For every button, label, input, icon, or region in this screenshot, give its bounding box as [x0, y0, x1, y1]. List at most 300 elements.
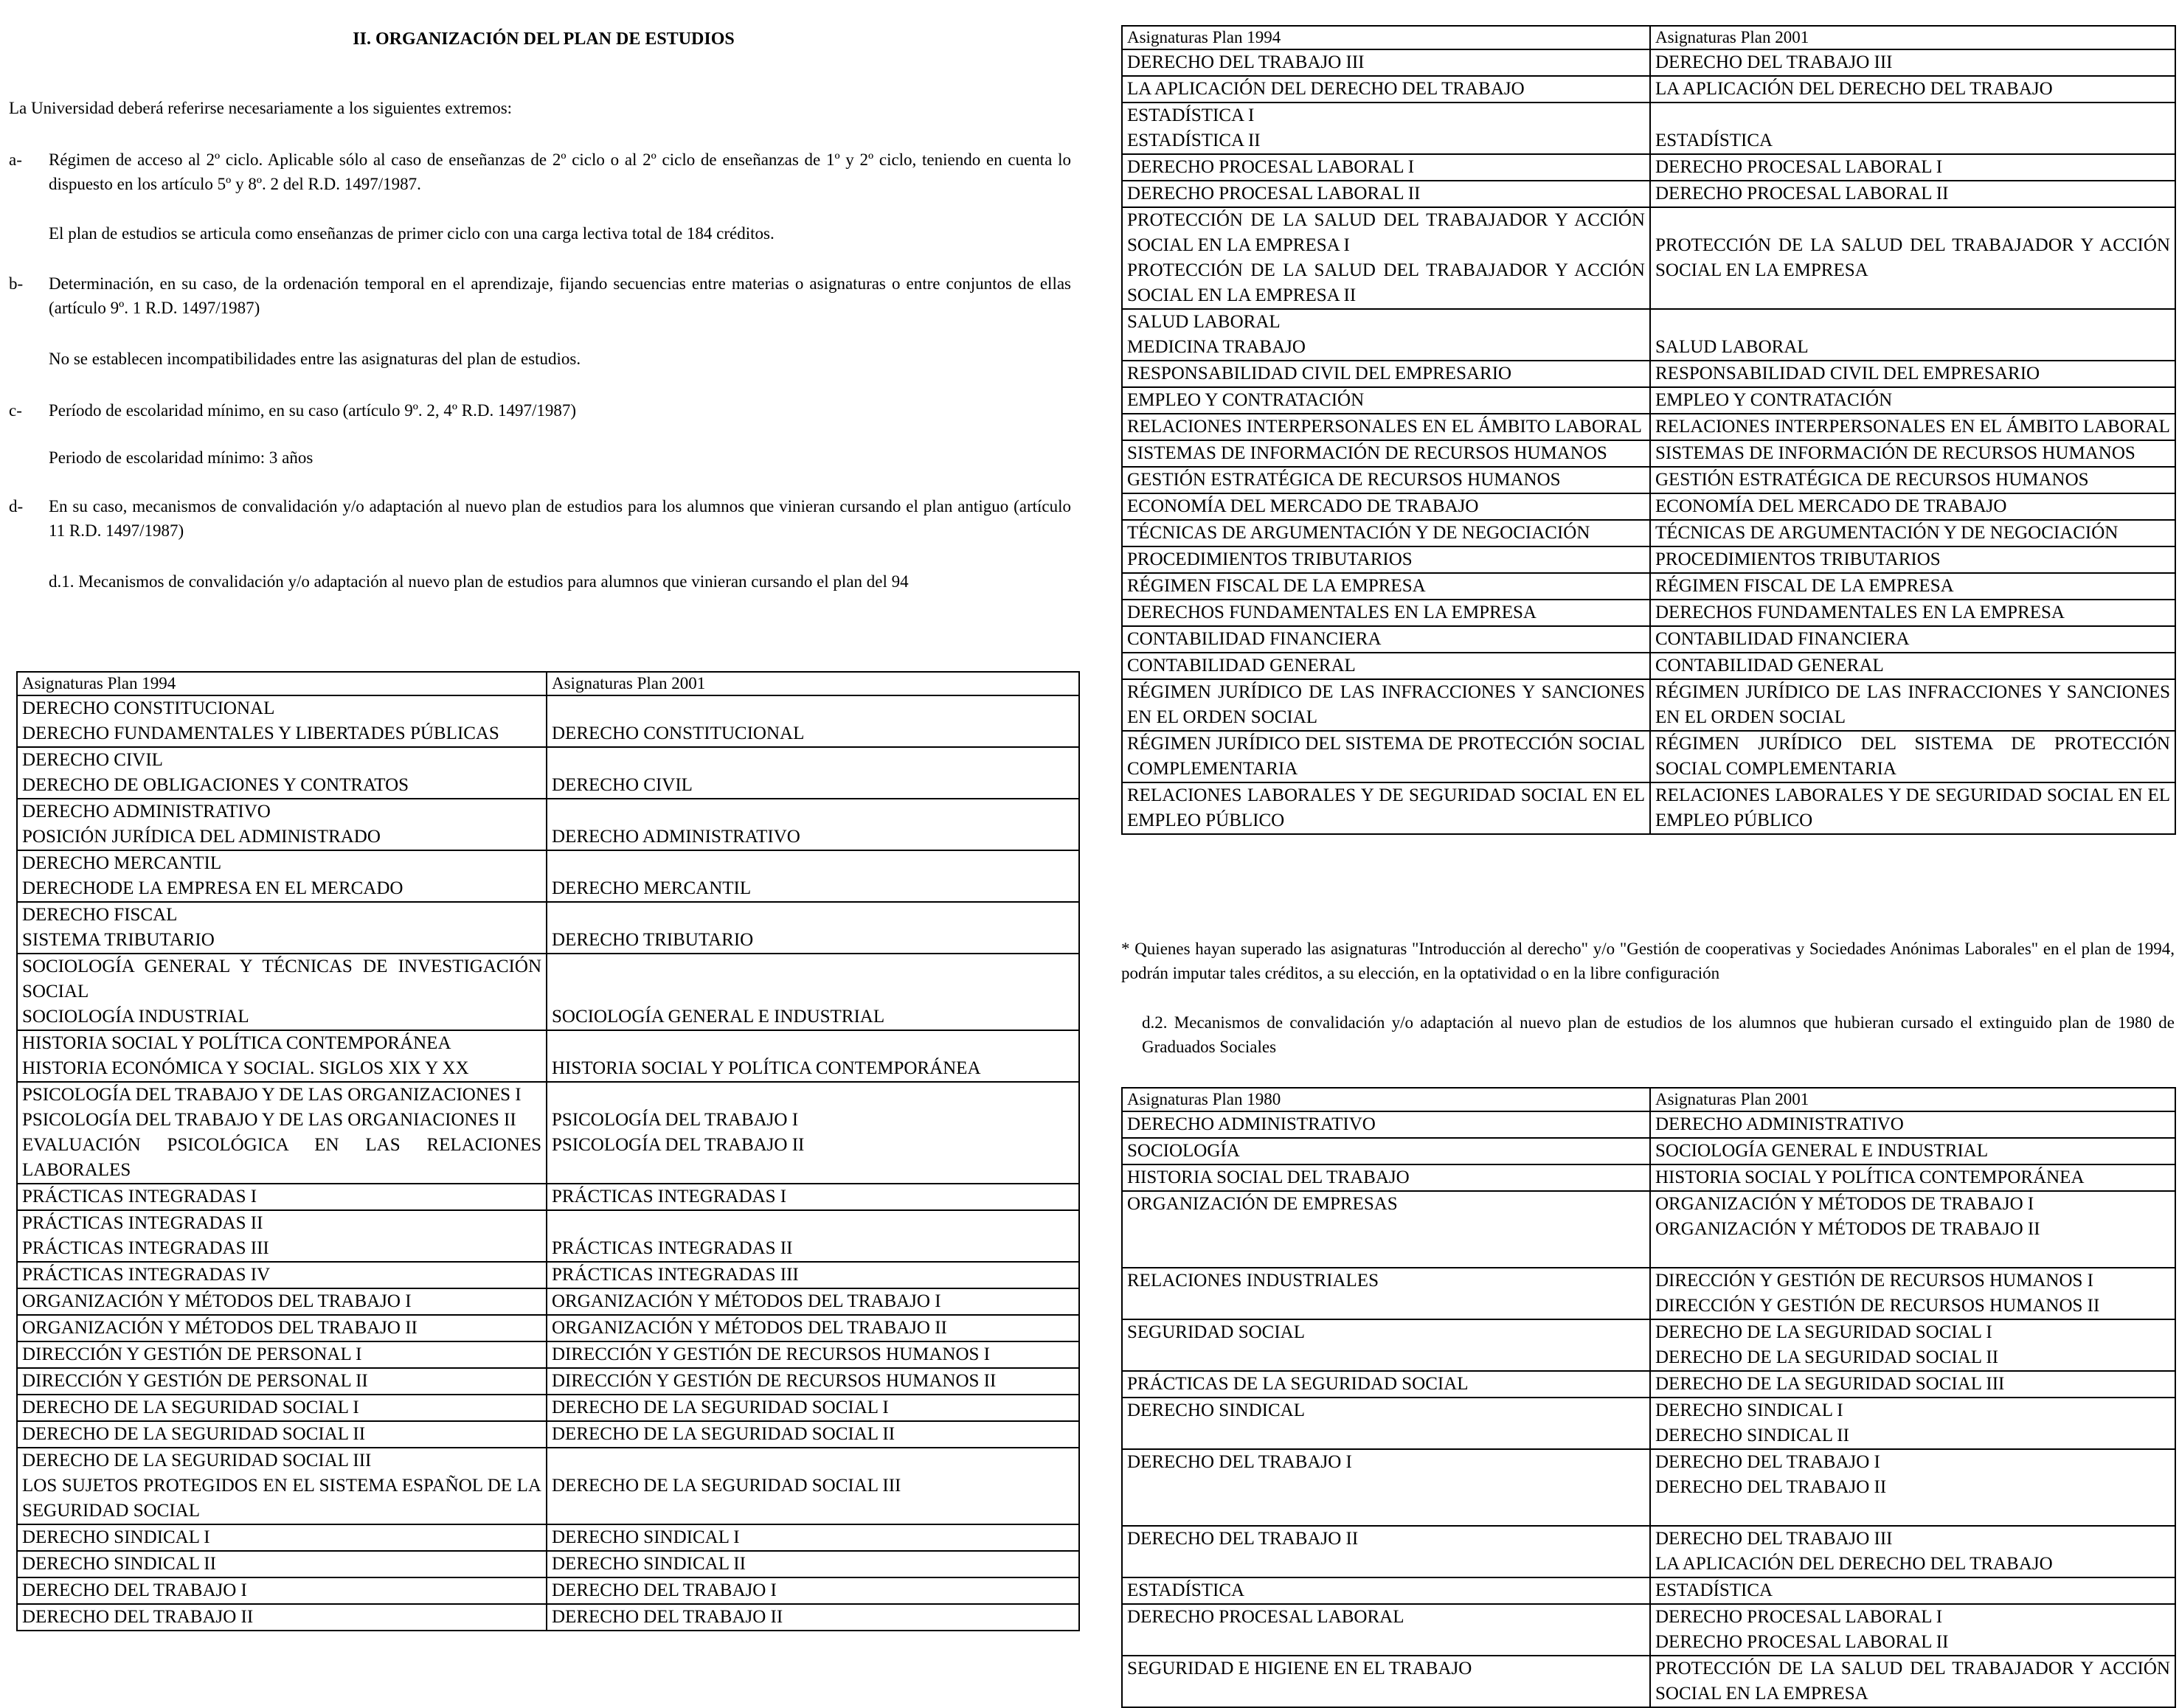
new-subject-cell: [1650, 361, 2175, 387]
new-subject-cell: [1650, 600, 2175, 626]
subject-name: SOCIOLOGÍA INDUSTRIAL: [22, 1007, 249, 1027]
new-subject-cell: [1650, 1656, 2175, 1707]
subject-name: ESTADÍSTICA: [1127, 1580, 1245, 1600]
table-row: [1122, 493, 2175, 520]
table-row: [1122, 1111, 2175, 1138]
subject-name: RELACIONES LABORALES Y DE SEGURIDAD SOCIAL EN EL EMPLEO PÚBLICO: [1127, 785, 1645, 830]
table-row: [17, 1262, 1079, 1288]
table-row: [17, 1315, 1079, 1341]
new-subject-cell: [1650, 1398, 2175, 1449]
old-subject-cell: [17, 1604, 547, 1631]
page-heading: II. ORGANIZACIÓN DEL PLAN DE ESTUDIOS: [353, 29, 735, 49]
subject-name: HISTORIA SOCIAL Y POLÍTICA CONTEMPORÁNEA: [552, 1058, 981, 1078]
table-row: [17, 1421, 1079, 1448]
old-subject-cell: [1122, 76, 1650, 103]
section-b-text: Determinación, en su caso, de la ordenación temporal en el aprendizaje, fijando secuencias entre materias o asignaturas o entre conjuntos de ellas (artículo 9º. 1 R.D. 1497/1987): [49, 274, 1071, 317]
subject-name: GESTIÓN ESTRATÉGICA DE RECURSOS HUMANOS: [1655, 470, 2089, 490]
old-subject-cell: [1122, 1577, 1650, 1604]
subject-name: RELACIONES LABORALES Y DE SEGURIDAD SOCIAL EN EL EMPLEO PÚBLICO: [1655, 785, 2170, 830]
subject-name: CONTABILIDAD GENERAL: [1127, 656, 1356, 676]
table-row: [17, 1082, 1079, 1184]
section-b-marker: b-: [9, 274, 24, 293]
subject-name: ORGANIZACIÓN Y MÉTODOS DEL TRABAJO I: [552, 1291, 941, 1311]
old-subject-cell: [1122, 1138, 1650, 1164]
new-subject-cell: [1650, 1371, 2175, 1398]
table-row: [1122, 1449, 2175, 1526]
new-subject-cell: [547, 1551, 1079, 1577]
subject-name: PROCEDIMIENTOS TRIBUTARIOS: [1655, 549, 1941, 569]
subject-name: RELACIONES INTERPERSONALES EN EL ÁMBITO LABORAL: [1127, 417, 1642, 437]
old-subject-cell: [1122, 653, 1650, 679]
column-header: Asignaturas Plan 1994: [1122, 26, 1650, 49]
table-row: [1122, 626, 2175, 653]
subject-name: RÉGIMEN JURÍDICO DE LAS INFRACCIONES Y SANCIONES EN EL ORDEN SOCIAL: [1655, 682, 2170, 727]
new-subject-cell: [1650, 440, 2175, 467]
table-row: [17, 902, 1079, 954]
old-subject-cell: [17, 902, 547, 954]
subject-name: DERECHO FISCAL: [22, 905, 178, 925]
old-subject-cell: [1122, 49, 1650, 76]
table-row: [1122, 1268, 2175, 1319]
column-header: Asignaturas Plan 2001: [1650, 26, 2175, 49]
footnote: * Quienes hayan superado las asignaturas "Introducción al derecho" y/o "Gestión de cooperativas y Sociedades Anónimas Laborales" en el plan de 1994, podrán imputar tales créditos, a su elección, en la optatividad o en la libre configuración: [1121, 940, 2175, 982]
table-row: [17, 1551, 1079, 1577]
old-subject-cell: [17, 695, 547, 747]
subject-name: RÉGIMEN FISCAL DE LA EMPRESA: [1127, 576, 1426, 596]
old-subject-cell: [1122, 440, 1650, 467]
table-row: [17, 1030, 1079, 1082]
old-subject-cell: [1122, 309, 1650, 361]
subject-name: DERECHO SINDICAL I: [22, 1527, 210, 1547]
table-row: [1122, 387, 2175, 414]
subject-name: DERECHO DEL TRABAJO II: [1655, 1477, 1887, 1497]
subject-name: PSICOLOGÍA DEL TRABAJO I: [552, 1110, 799, 1130]
subject-name: DIRECCIÓN Y GESTIÓN DE RECURSOS HUMANOS I: [1655, 1271, 2094, 1291]
table-row: [17, 1368, 1079, 1395]
table-row: [1122, 600, 2175, 626]
section-a-marker: a-: [9, 150, 22, 169]
table-row: [1122, 361, 2175, 387]
subject-name: DERECHO DEL TRABAJO II: [22, 1607, 254, 1627]
section-c-text: Período de escolaridad mínimo, en su caso (artículo 9º. 2, 4º R.D. 1497/1987): [49, 401, 576, 420]
subject-name: ESTADÍSTICA I: [1127, 105, 1255, 125]
subject-name: DERECHO DE LA SEGURIDAD SOCIAL III: [552, 1476, 901, 1496]
subject-name: DERECHO DE LA SEGURIDAD SOCIAL II: [1655, 1347, 1999, 1367]
subject-name: ORGANIZACIÓN DE EMPRESAS: [1127, 1194, 1398, 1214]
new-subject-cell: [547, 1604, 1079, 1631]
subject-name: DERECHO FUNDAMENTALES Y LIBERTADES PÚBLICAS: [22, 723, 499, 743]
new-subject-cell: [1650, 679, 2175, 731]
table-row: [17, 1448, 1079, 1524]
old-subject-cell: [17, 1262, 547, 1288]
subject-name: SALUD LABORAL: [1655, 337, 1809, 357]
old-subject-cell: [1122, 1191, 1650, 1268]
subject-name: MEDICINA TRABAJO: [1127, 337, 1306, 357]
new-subject-cell: [1650, 1449, 2175, 1526]
subject-name: PRÁCTICAS INTEGRADAS III: [22, 1238, 269, 1258]
table-plan1994-plan2001-continued: [1121, 25, 2176, 835]
old-subject-cell: [1122, 1526, 1650, 1577]
new-subject-cell: [1650, 1111, 2175, 1138]
old-subject-cell: [1122, 1371, 1650, 1398]
subject-name: PRÁCTICAS INTEGRADAS I: [552, 1187, 787, 1207]
table-row: [1122, 103, 2175, 154]
table-row: [1122, 181, 2175, 207]
subject-name: POSICIÓN JURÍDICA DEL ADMINISTRADO: [22, 827, 381, 847]
old-subject-cell: [1122, 626, 1650, 653]
subject-name: SISTEMAS DE INFORMACIÓN DE RECURSOS HUMANOS: [1655, 443, 2135, 463]
table-header-row: [17, 672, 1079, 695]
subject-name: PSICOLOGÍA DEL TRABAJO Y DE LAS ORGANIZACIONES I: [22, 1085, 522, 1105]
table-row: [1122, 1138, 2175, 1164]
new-subject-cell: [547, 799, 1079, 850]
subject-name: ECONOMÍA DEL MERCADO DE TRABAJO: [1655, 496, 2007, 516]
subject-name: SISTEMAS DE INFORMACIÓN DE RECURSOS HUMANOS: [1127, 443, 1607, 463]
old-subject-cell: [17, 1577, 547, 1604]
subject-name: EMPLEO Y CONTRATACIÓN: [1655, 390, 1893, 410]
subject-name: CONTABILIDAD GENERAL: [1655, 656, 1884, 676]
subject-name: DIRECCIÓN Y GESTIÓN DE RECURSOS HUMANOS II: [552, 1371, 997, 1391]
table-row: [1122, 782, 2175, 834]
table-row: [1122, 679, 2175, 731]
new-subject-cell: [547, 1288, 1079, 1315]
table-row: [1122, 731, 2175, 782]
column-header: Asignaturas Plan 2001: [1650, 1088, 2175, 1111]
subject-name: ORGANIZACIÓN Y MÉTODOS DEL TRABAJO I: [22, 1291, 412, 1311]
subject-name: PRÁCTICAS INTEGRADAS I: [22, 1187, 257, 1207]
table-row: [1122, 154, 2175, 181]
old-subject-cell: [1122, 1656, 1650, 1707]
subject-name: SISTEMA TRIBUTARIO: [22, 930, 215, 950]
new-subject-cell: [1650, 1268, 2175, 1319]
subject-name: DERECHO CIVIL: [22, 750, 163, 770]
subject-name: DERECHO CONSTITUCIONAL: [552, 723, 805, 743]
subject-name: RÉGIMEN JURÍDICO DEL SISTEMA DE PROTECCIÓN SOCIAL COMPLEMENTARIA: [1127, 734, 1645, 779]
new-subject-cell: [1650, 520, 2175, 546]
old-subject-cell: [17, 799, 547, 850]
subject-name: DIRECCIÓN Y GESTIÓN DE PERSONAL II: [22, 1371, 368, 1391]
new-subject-cell: [547, 1030, 1079, 1082]
subject-name: SOCIOLOGÍA: [1127, 1141, 1240, 1161]
subject-name: PROTECCIÓN DE LA SALUD DEL TRABAJADOR Y ACCIÓN SOCIAL EN LA EMPRESA: [1655, 235, 2170, 280]
section-d1-text: d.1. Mecanismos de convalidación y/o adaptación al nuevo plan de estudios para alumnos que vinieran cursando el plan del 94: [49, 572, 909, 591]
subject-name: DERECHO PROCESAL LABORAL I: [1655, 157, 1943, 177]
new-subject-cell: [547, 1524, 1079, 1551]
subject-name: DERECHO DE LA SEGURIDAD SOCIAL II: [552, 1424, 895, 1444]
subject-name: DERECHO DE OBLIGACIONES Y CONTRATOS: [22, 775, 409, 795]
new-subject-cell: [1650, 467, 2175, 493]
subject-name: DERECHO DEL TRABAJO III: [1127, 52, 1365, 72]
old-subject-cell: [1122, 1111, 1650, 1138]
subject-name: DERECHO DE LA SEGURIDAD SOCIAL II: [22, 1424, 366, 1444]
new-subject-cell: [547, 1262, 1079, 1288]
new-subject-cell: [1650, 546, 2175, 573]
table-row: [1122, 1164, 2175, 1191]
old-subject-cell: [17, 1288, 547, 1315]
old-subject-cell: [17, 1082, 547, 1184]
subject-name: DERECHO DE LA SEGURIDAD SOCIAL III: [22, 1451, 372, 1471]
table-row: [1122, 520, 2175, 546]
old-subject-cell: [1122, 387, 1650, 414]
old-subject-cell: [17, 954, 547, 1030]
table-row: [1122, 76, 2175, 103]
old-subject-cell: [17, 1184, 547, 1210]
new-subject-cell: [547, 1421, 1079, 1448]
subject-name: PRÁCTICAS INTEGRADAS II: [552, 1238, 793, 1258]
subject-name: ESTADÍSTICA: [1655, 1580, 1773, 1600]
subject-name: DERECHOS FUNDAMENTALES EN LA EMPRESA: [1127, 603, 1537, 622]
subject-name: PROCEDIMIENTOS TRIBUTARIOS: [1127, 549, 1413, 569]
old-subject-cell: [1122, 600, 1650, 626]
new-subject-cell: [547, 1082, 1079, 1184]
section-d-text: En su caso, mecanismos de convalidación y/o adaptación al nuevo plan de estudios para los alumnos que vinieran cursando el plan antiguo (artículo 11 R.D. 1497/1987): [49, 497, 1071, 540]
subject-name: CONTABILIDAD FINANCIERA: [1655, 629, 1910, 649]
subject-name: SOCIOLOGÍA GENERAL Y TÉCNICAS DE INVESTIGACIÓN SOCIAL: [22, 957, 541, 1001]
old-subject-cell: [1122, 782, 1650, 834]
subject-name: LA APLICACIÓN DEL DERECHO DEL TRABAJO: [1655, 79, 2053, 99]
subject-name: PSICOLOGÍA DEL TRABAJO II: [552, 1135, 805, 1155]
subject-name: DERECHO MERCANTIL: [552, 878, 752, 898]
subject-name: PROTECCIÓN DE LA SALUD DEL TRABAJADOR Y ACCIÓN SOCIAL EN LA EMPRESA II: [1127, 260, 1645, 305]
new-subject-cell: [1650, 154, 2175, 181]
old-subject-cell: [17, 1448, 547, 1524]
old-subject-cell: [1122, 154, 1650, 181]
subject-name: DERECHO DEL TRABAJO II: [552, 1607, 783, 1627]
subject-name: ORGANIZACIÓN Y MÉTODOS DE TRABAJO II: [1655, 1219, 2040, 1239]
subject-name: SOCIOLOGÍA GENERAL E INDUSTRIAL: [1655, 1141, 1989, 1161]
old-subject-cell: [1122, 103, 1650, 154]
subject-name: DERECHO ADMINISTRATIVO: [1655, 1114, 1904, 1134]
new-subject-cell: [1650, 782, 2175, 834]
table-row: [1122, 440, 2175, 467]
new-subject-cell: [547, 1341, 1079, 1368]
subject-name: DERECHO DEL TRABAJO I: [1655, 1452, 1880, 1472]
subject-name: DIRECCIÓN Y GESTIÓN DE RECURSOS HUMANOS II: [1655, 1296, 2100, 1316]
table-row: [1122, 1577, 2175, 1604]
subject-name: DERECHO SINDICAL: [1127, 1400, 1305, 1420]
subject-name: DERECHO ADMINISTRATIVO: [1127, 1114, 1376, 1134]
subject-name: SEGURIDAD E HIGIENE EN EL TRABAJO: [1127, 1659, 1472, 1679]
new-subject-cell: [1650, 1138, 2175, 1164]
table-row: [17, 799, 1079, 850]
table-row: [1122, 414, 2175, 440]
section-a-text: Régimen de acceso al 2º ciclo. Aplicable sólo al caso de enseñanzas de 2º ciclo o al 2º ciclo de enseñanzas de 1º y 2º ciclo, teniendo en cuenta lo dispuesto en los artículo 5º y 8º. 2 del R.D. 1497/1987.: [49, 150, 1071, 193]
subject-name: LA APLICACIÓN DEL DERECHO DEL TRABAJO: [1655, 1554, 2053, 1574]
subject-name: RELACIONES INTERPERSONALES EN EL ÁMBITO LABORAL: [1655, 417, 2170, 437]
table-row: [1122, 653, 2175, 679]
table-header-row: [1122, 1088, 2175, 1111]
old-subject-cell: [1122, 207, 1650, 309]
subject-name: RESPONSABILIDAD CIVIL DEL EMPRESARIO: [1655, 364, 2040, 383]
subject-name: ESTADÍSTICA II: [1127, 131, 1261, 150]
table-row: [17, 747, 1079, 799]
new-subject-cell: [547, 1395, 1079, 1421]
table-row: [1122, 1604, 2175, 1656]
table-row: [17, 695, 1079, 747]
table-row: [17, 1604, 1079, 1631]
new-subject-cell: [1650, 1319, 2175, 1371]
table-row: [17, 954, 1079, 1030]
new-subject-cell: [1650, 207, 2175, 309]
old-subject-cell: [17, 1315, 547, 1341]
subject-name: SEGURIDAD SOCIAL: [1127, 1322, 1305, 1342]
section-d2-text: d.2. Mecanismos de convalidación y/o adaptación al nuevo plan de estudios de los alumnos que hubieran cursado el extinguido plan de 1980 de Graduados Sociales: [1142, 1013, 2175, 1056]
subject-name: HISTORIA ECONÓMICA Y SOCIAL. SIGLOS XIX Y XX: [22, 1058, 469, 1078]
new-subject-cell: [1650, 1526, 2175, 1577]
subject-name: TÉCNICAS DE ARGUMENTACIÓN Y DE NEGOCIACIÓN: [1127, 523, 1590, 543]
subject-name: HISTORIA SOCIAL Y POLÍTICA CONTEMPORÁNEA: [22, 1033, 451, 1053]
subject-name: DERECHO CONSTITUCIONAL: [22, 698, 275, 718]
section-c-note: Periodo de escolaridad mínimo: 3 años: [49, 448, 313, 467]
subject-name: DERECHO DEL TRABAJO I: [22, 1580, 247, 1600]
subject-name: RÉGIMEN FISCAL DE LA EMPRESA: [1655, 576, 1954, 596]
new-subject-cell: [547, 850, 1079, 902]
new-subject-cell: [547, 695, 1079, 747]
new-subject-cell: [1650, 1191, 2175, 1268]
subject-name: ESTADÍSTICA: [1655, 131, 1773, 150]
old-subject-cell: [17, 1030, 547, 1082]
subject-name: DERECHO TRIBUTARIO: [552, 930, 754, 950]
new-subject-cell: [1650, 181, 2175, 207]
old-subject-cell: [1122, 1604, 1650, 1656]
new-subject-cell: [1650, 76, 2175, 103]
new-subject-cell: [547, 1210, 1079, 1262]
table-row: [17, 850, 1079, 902]
section-a-note: El plan de estudios se articula como enseñanzas de primer ciclo con una carga lectiva total de 184 créditos.: [49, 224, 775, 243]
subject-name: PRÁCTICAS INTEGRADAS IV: [22, 1265, 271, 1285]
subject-name: DERECHO DE LA SEGURIDAD SOCIAL I: [1655, 1322, 1992, 1342]
subject-name: CONTABILIDAD FINANCIERA: [1127, 629, 1382, 649]
old-subject-cell: [17, 1421, 547, 1448]
old-subject-cell: [17, 1210, 547, 1262]
old-subject-cell: [1122, 414, 1650, 440]
subject-name: PRÁCTICAS DE LA SEGURIDAD SOCIAL: [1127, 1374, 1469, 1394]
new-subject-cell: [1650, 626, 2175, 653]
subject-name: GESTIÓN ESTRATÉGICA DE RECURSOS HUMANOS: [1127, 470, 1561, 490]
old-subject-cell: [17, 1341, 547, 1368]
subject-name: RESPONSABILIDAD CIVIL DEL EMPRESARIO: [1127, 364, 1512, 383]
table-row: [1122, 1526, 2175, 1577]
subject-name: LA APLICACIÓN DEL DERECHO DEL TRABAJO: [1127, 79, 1525, 99]
section-c-marker: c-: [9, 401, 22, 420]
old-subject-cell: [1122, 546, 1650, 573]
subject-name: ORGANIZACIÓN Y MÉTODOS DE TRABAJO I: [1655, 1194, 2034, 1214]
subject-name: LOS SUJETOS PROTEGIDOS EN EL SISTEMA ESPAÑOL DE LA SEGURIDAD SOCIAL: [22, 1476, 541, 1521]
new-subject-cell: [547, 1448, 1079, 1524]
section-d-marker: d-: [9, 497, 24, 515]
table-row: [17, 1577, 1079, 1604]
table-row: [1122, 1398, 2175, 1449]
old-subject-cell: [1122, 679, 1650, 731]
subject-name: DERECHO DEL TRABAJO I: [1127, 1452, 1352, 1472]
table-row: [1122, 573, 2175, 600]
table-row: [1122, 49, 2175, 76]
old-subject-cell: [1122, 520, 1650, 546]
subject-name: EMPLEO Y CONTRATACIÓN: [1127, 390, 1365, 410]
subject-name: DERECHO DEL TRABAJO II: [1127, 1529, 1359, 1549]
table-row: [17, 1395, 1079, 1421]
old-subject-cell: [17, 1524, 547, 1551]
new-subject-cell: [1650, 1604, 2175, 1656]
subject-name: DERECHODE LA EMPRESA EN EL MERCADO: [22, 878, 403, 898]
table-row: [1122, 1371, 2175, 1398]
subject-name: DERECHO ADMINISTRATIVO: [552, 827, 800, 847]
new-subject-cell: [547, 747, 1079, 799]
subject-name: DERECHO DE LA SEGURIDAD SOCIAL III: [1655, 1374, 2005, 1394]
subject-name: DERECHO PROCESAL LABORAL II: [1655, 184, 1949, 204]
old-subject-cell: [1122, 1319, 1650, 1371]
new-subject-cell: [547, 1315, 1079, 1341]
subject-name: DERECHO SINDICAL II: [1655, 1426, 1849, 1445]
table-row: [1122, 546, 2175, 573]
subject-name: DERECHO SINDICAL II: [552, 1554, 746, 1574]
subject-name: HISTORIA SOCIAL Y POLÍTICA CONTEMPORÁNEA: [1655, 1167, 2085, 1187]
new-subject-cell: [547, 1184, 1079, 1210]
subject-name: DERECHO DE LA SEGURIDAD SOCIAL I: [22, 1398, 359, 1417]
old-subject-cell: [1122, 493, 1650, 520]
old-subject-cell: [1122, 1449, 1650, 1526]
subject-name: DIRECCIÓN Y GESTIÓN DE PERSONAL I: [22, 1344, 362, 1364]
table-row: [1122, 207, 2175, 309]
subject-name: DERECHO DEL TRABAJO III: [1655, 52, 1893, 72]
new-subject-cell: [1650, 309, 2175, 361]
subject-name: TÉCNICAS DE ARGUMENTACIÓN Y DE NEGOCIACIÓN: [1655, 523, 2119, 543]
section-b-note: No se establecen incompatibilidades entre las asignaturas del plan de estudios.: [49, 350, 581, 368]
subject-name: EVALUACIÓN PSICOLÓGICA EN LAS RELACIONES LABORALES: [22, 1135, 541, 1180]
table-row: [1122, 467, 2175, 493]
new-subject-cell: [1650, 653, 2175, 679]
subject-name: DERECHO PROCESAL LABORAL I: [1127, 157, 1415, 177]
new-subject-cell: [1650, 49, 2175, 76]
subject-name: RÉGIMEN JURÍDICO DE LAS INFRACCIONES Y SANCIONES EN EL ORDEN SOCIAL: [1127, 682, 1645, 727]
table-row: [1122, 1191, 2175, 1268]
table-header-row: [1122, 26, 2175, 49]
intro-paragraph: La Universidad deberá referirse necesariamente a los siguientes extremos:: [9, 99, 513, 117]
new-subject-cell: [1650, 493, 2175, 520]
subject-name: DERECHO CIVIL: [552, 775, 693, 795]
table-row: [17, 1524, 1079, 1551]
subject-name: DIRECCIÓN Y GESTIÓN DE RECURSOS HUMANOS I: [552, 1344, 991, 1364]
new-subject-cell: [1650, 387, 2175, 414]
subject-name: DERECHOS FUNDAMENTALES EN LA EMPRESA: [1655, 603, 2065, 622]
table-row: [1122, 309, 2175, 361]
subject-name: DERECHO PROCESAL LABORAL I: [1655, 1607, 1943, 1627]
table-plan1994-plan2001: [16, 671, 1080, 1631]
subject-name: DERECHO MERCANTIL: [22, 853, 222, 873]
new-subject-cell: [1650, 1164, 2175, 1191]
subject-name: DERECHO SINDICAL II: [22, 1554, 216, 1574]
subject-name: SOCIOLOGÍA GENERAL E INDUSTRIAL: [552, 1007, 885, 1027]
subject-name: HISTORIA SOCIAL DEL TRABAJO: [1127, 1167, 1410, 1187]
subject-name: PROTECCIÓN DE LA SALUD DEL TRABAJADOR Y ACCIÓN SOCIAL EN LA EMPRESA I: [1127, 210, 1645, 255]
old-subject-cell: [1122, 181, 1650, 207]
new-subject-cell: [1650, 1577, 2175, 1604]
subject-name: ORGANIZACIÓN Y MÉTODOS DEL TRABAJO II: [552, 1318, 947, 1338]
subject-name: DERECHO DEL TRABAJO III: [1655, 1529, 1893, 1549]
new-subject-cell: [547, 902, 1079, 954]
subject-name: DERECHO SINDICAL I: [552, 1527, 740, 1547]
old-subject-cell: [1122, 1268, 1650, 1319]
subject-name: PSICOLOGÍA DEL TRABAJO Y DE LAS ORGANIACIONES II: [22, 1110, 516, 1130]
subject-name: ORGANIZACIÓN Y MÉTODOS DEL TRABAJO II: [22, 1318, 418, 1338]
subject-name: PRÁCTICAS INTEGRADAS II: [22, 1213, 263, 1233]
new-subject-cell: [547, 954, 1079, 1030]
table-row: [1122, 1319, 2175, 1371]
subject-name: SALUD LABORAL: [1127, 312, 1281, 332]
old-subject-cell: [1122, 361, 1650, 387]
old-subject-cell: [17, 1395, 547, 1421]
old-subject-cell: [17, 1551, 547, 1577]
